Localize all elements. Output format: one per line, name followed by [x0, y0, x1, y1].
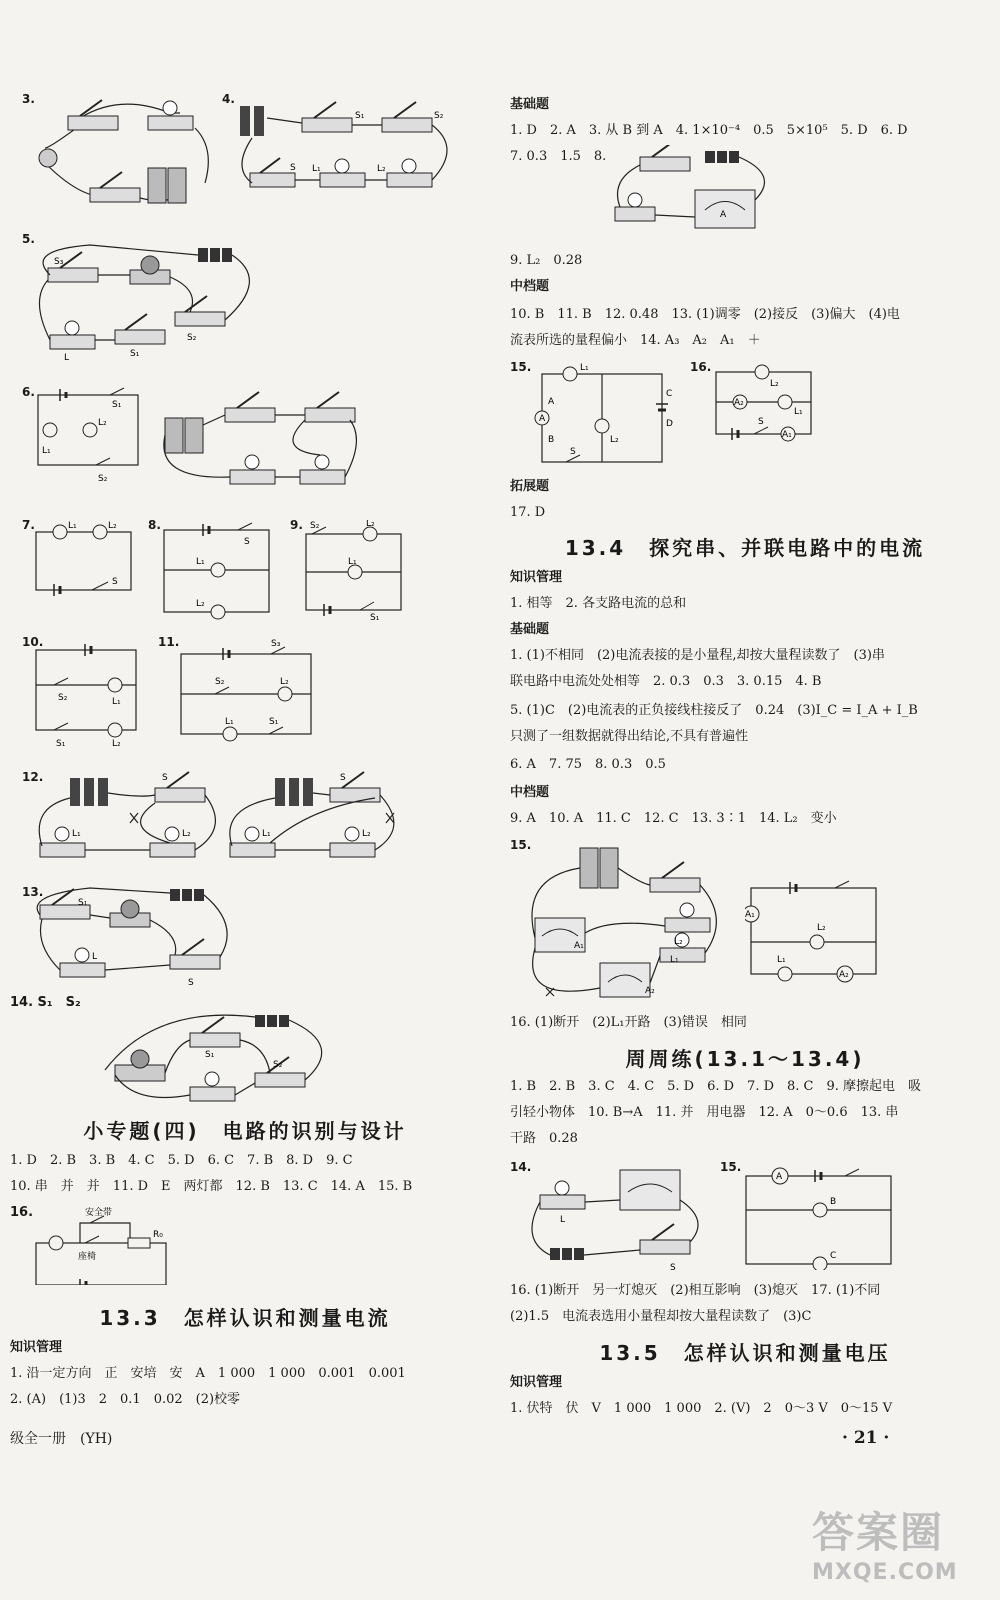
label-point-c: C [666, 389, 673, 399]
mid-heading: 中档题 [510, 279, 550, 294]
label-s2-c: S₂ [98, 474, 108, 484]
label-s1-g: S₁ [56, 739, 66, 749]
circuit-figure-15-s134 [520, 838, 740, 1008]
circuit-schematic-11 [175, 638, 325, 748]
label-c-r: C [830, 1251, 837, 1261]
label-l2-f: L₂ [366, 520, 375, 529]
label-l1-m: L₁ [580, 363, 589, 373]
label-s-i: S [162, 773, 168, 783]
label-s1-c: S₁ [112, 400, 122, 410]
label-seat: 座椅 [78, 1252, 97, 1262]
label-s-j: S [340, 773, 346, 783]
circuit-schematic-6 [30, 385, 150, 485]
label-point-d: D [666, 419, 673, 429]
label-point-b: B [548, 435, 555, 445]
section-13-4-knowledge: 知识管理 [510, 570, 563, 585]
label-l1-p: L₁ [777, 955, 786, 965]
label-s-d: S [112, 577, 118, 587]
label-a1-o: A₁ [574, 941, 584, 951]
section-13-3-line-1: 1. 沿一定方向 正 安培 安 A 1 000 1 000 0.001 0.001 [10, 1366, 406, 1381]
answer-14-s1-s2: 14. S₁ S₂ [10, 995, 81, 1010]
circuit-schematic-15-weekly [740, 1160, 900, 1270]
label-s2-b: S₂ [187, 333, 197, 343]
section-13-4-line-16: 16. (1)断开 (2)L₁开路 (3)错误 相同 [510, 1015, 747, 1030]
special-answers-line-2: 10. 串 并 并 11. D E 两灯都 12. B 13. C 14. A 15. B [10, 1179, 413, 1194]
label-s1-h: S₁ [269, 717, 279, 727]
weekly-line-1: 1. B 2. B 3. C 4. C 5. D 6. D 7. D 8. C 9. 摩擦起电 吸 [510, 1079, 922, 1094]
circuit-schematic-9 [300, 520, 410, 620]
section-13-4-basic-line-3: 5. (1)C (2)电流表的正负接线柱接反了 0.24 (3)I_C = I_A + I_B [510, 703, 918, 718]
fig-label-11: 11. [158, 635, 180, 649]
label-l1-g: L₁ [112, 697, 121, 707]
label-s1-b: S₁ [130, 349, 140, 359]
label-l2-g: L₂ [112, 739, 121, 749]
weekly-line-3: 干路 0.28 [510, 1131, 578, 1146]
basic-line-1: 1. D 2. A 3. 从 B 到 A 4. 1×10⁻⁴ 0.5 5×10⁵ 5. D 6. D [510, 123, 908, 138]
section-13-4-knowledge-line: 1. 相等 2. 各支路电流的总和 [510, 596, 687, 611]
label-l-k: L [92, 952, 98, 962]
label-s-k: S [188, 978, 194, 988]
fig-label-15-s134: 15. [510, 838, 532, 852]
label-l2-d: L₂ [108, 521, 117, 531]
circuit-figure-14-weekly [520, 1160, 710, 1275]
label-ammeter-r: A [776, 1172, 783, 1182]
label-s1: S₁ [355, 111, 365, 121]
circuit-figure-3 [30, 88, 220, 213]
label-a2-o: A₂ [645, 986, 655, 996]
circuit-schematic-10 [30, 640, 150, 750]
label-l: L [64, 353, 70, 363]
label-seatbelt: 安全带 [85, 1208, 113, 1218]
label-s2-g: S₂ [58, 693, 68, 703]
circuit-figure-12 [30, 768, 460, 868]
circuit-figure-6 [155, 380, 365, 500]
circuit-schematic-15-r [530, 360, 680, 470]
circuit-schematic-8 [158, 520, 278, 620]
label-ammeter-a: A [720, 210, 727, 220]
label-s2-h: S₂ [215, 677, 225, 687]
fig-label-3: 3. [22, 92, 35, 106]
circuit-schematic-16-r [710, 362, 820, 442]
label-l2-i: L₂ [182, 829, 191, 839]
fig-label-13: 13. [22, 885, 44, 899]
label-l2: L₂ [377, 164, 386, 174]
fig-label-16-r: 16. [690, 360, 712, 374]
label-s-n: S [758, 417, 764, 427]
section-13-4-basic-line-4: 只测了一组数据就得出结论,不具有普遍性 [510, 729, 749, 744]
section-13-4-basic-line-1: 1. (1)不相同 (2)电流表接的是小量程,却按大量程读数了 (3)串 [510, 648, 885, 663]
special-fig-16-label: 16. [10, 1205, 34, 1220]
fig-label-10: 10. [22, 635, 44, 649]
label-l1-d: L₁ [68, 521, 77, 531]
section-13-4-mid: 中档题 [510, 785, 550, 800]
extension-heading: 拓展题 [510, 479, 550, 494]
label-l1-n: L₁ [794, 407, 803, 417]
label-r0: R₀ [153, 1230, 163, 1240]
special-topic-title: 小专题(四) 电路的识别与设计 [83, 1119, 407, 1143]
fig-label-5: 5. [22, 232, 35, 246]
section-13-5-title: 13.5 怎样认识和测量电压 [599, 1341, 891, 1365]
basic-line-2: 7. 0.3 1.5 8. [510, 149, 607, 164]
section-13-3-knowledge: 知识管理 [10, 1340, 63, 1355]
fig-label-9: 9. [290, 518, 303, 532]
section-13-4-title: 13.4 探究串、并联电路中的电流 [564, 536, 926, 560]
circuit-figure-14 [95, 1005, 345, 1105]
watermark-logo [812, 1500, 982, 1590]
special-answers-line-1: 1. D 2. B 3. B 4. C 5. D 6. C 7. B 8. D 9. C [10, 1153, 353, 1168]
circuit-figure-4 [232, 88, 472, 213]
section-13-4-basic-line-5: 6. A 7. 75 8. 0.3 0.5 [510, 757, 666, 772]
section-13-5-line-1: 1. 伏特 伏 V 1 000 1 000 2. (V) 2 0～3 V 0～15 V [510, 1401, 893, 1416]
fig-label-8: 8. [148, 518, 161, 532]
label-l1-j: L₁ [262, 829, 271, 839]
label-s-m: S [570, 447, 576, 457]
label-a2-n: A₂ [734, 398, 744, 408]
label-ammeter-m: A [539, 414, 546, 424]
circuit-schematic-7 [30, 520, 140, 600]
label-l1-e: L₁ [196, 557, 205, 567]
fig-label-14-weekly: 14. [510, 1160, 532, 1174]
fig-label-4: 4. [222, 92, 235, 106]
circuit-12-a [39, 772, 215, 857]
label-s1-k: S₁ [78, 898, 88, 908]
label-s1-f: S₁ [370, 613, 380, 620]
label-l1-o: L₁ [670, 955, 679, 965]
weekly-line-4: 16. (1)断开 另一灯熄灭 (2)相互影响 (3)熄灭 17. (1)不同 [510, 1283, 881, 1298]
circuit-12-b [230, 772, 394, 857]
fig-label-12: 12. [22, 770, 44, 784]
label-l1: L₁ [312, 164, 321, 174]
label-a1-n: A₁ [782, 430, 792, 440]
watermark-bottom: MXQE.COM [812, 1560, 958, 1585]
label-s-q: S [670, 1263, 676, 1273]
circuit-schematic-15-s134 [745, 878, 885, 988]
label-l2-o: L₂ [674, 937, 683, 947]
fig-label-7: 7. [22, 518, 35, 532]
circuit-schematic-seatbelt [30, 1205, 180, 1285]
answer-17: 17. D [510, 505, 546, 520]
label-l1-f: L₁ [348, 557, 357, 567]
circuit-figure-5 [30, 240, 270, 365]
weekly-practice-title: 周周练(13.1～13.4) [625, 1047, 865, 1071]
weekly-line-5: (2)1.5 电流表选用小量程却按大量程读数了 (3)C [510, 1309, 812, 1324]
circuit-figure-8-ammeter [610, 145, 780, 245]
label-s3-h: S₃ [271, 639, 281, 649]
label-l2-h: L₂ [280, 677, 289, 687]
weekly-line-2: 引轻小物体 10. B→A 11. 并 用电器 12. A 0～0.6 13. 串 [510, 1105, 899, 1120]
label-l1-h: L₁ [225, 717, 234, 727]
section-13-5-knowledge: 知识管理 [510, 1375, 563, 1390]
label-point-a: A [548, 397, 555, 407]
section-13-3-title: 13.3 怎样认识和测量电流 [99, 1306, 391, 1330]
section-13-4-mid-line: 9. A 10. A 11. C 12. C 13. 3∶1 14. L₂ 变小 [510, 811, 837, 826]
label-s3: S₃ [54, 257, 64, 267]
circuit-figure-13 [30, 885, 250, 995]
mid-line-1: 10. B 11. B 12. 0.48 13. (1)调零 (2)接反 (3)偏大 (4)电 [510, 307, 900, 322]
label-l2-p: L₂ [817, 923, 826, 933]
label-l2-n: L₂ [770, 379, 779, 389]
footer-book-info: 级全一册 (YH) [10, 1431, 113, 1447]
page-number: · 21 · [842, 1428, 890, 1448]
label-a2-p: A₂ [839, 970, 849, 980]
label-s2: S₂ [434, 111, 444, 121]
fig-label-15-r: 15. [510, 360, 532, 374]
fig-label-6: 6. [22, 385, 35, 399]
section-13-4-basic: 基础题 [510, 622, 550, 637]
label-s2-l: S₂ [273, 1060, 283, 1070]
label-l2-m: L₂ [610, 435, 619, 445]
label-l-q: L [560, 1215, 566, 1225]
label-s2-f: S₂ [310, 521, 320, 531]
label-l2-c: L₂ [98, 418, 107, 428]
watermark-top: 答案圈 [812, 1508, 945, 1557]
label-l1-c: L₁ [42, 446, 51, 456]
section-13-4-basic-line-2: 联电路中电流处处相等 2. 0.3 0.3 3. 0.15 4. B [510, 674, 822, 689]
label-l2-e: L₂ [196, 599, 205, 609]
fig-label-15-weekly: 15. [720, 1160, 742, 1174]
label-s: S [290, 163, 296, 173]
label-s1-l: S₁ [205, 1050, 215, 1060]
label-s-e: S [244, 537, 250, 547]
mid-line-2: 流表所选的量程偏小 14. A₃ A₂ A₁ ＋ [510, 333, 761, 348]
label-l1-i: L₁ [72, 829, 81, 839]
basic-heading: 基础题 [510, 97, 550, 112]
section-13-3-line-2: 2. (A) (1)3 2 0.1 0.02 (2)校零 [10, 1392, 241, 1407]
answer-9: 9. L₂ 0.28 [510, 253, 583, 268]
label-b-r: B [830, 1197, 837, 1207]
label-a1-p: A₁ [745, 910, 755, 920]
label-l2-j: L₂ [362, 829, 371, 839]
